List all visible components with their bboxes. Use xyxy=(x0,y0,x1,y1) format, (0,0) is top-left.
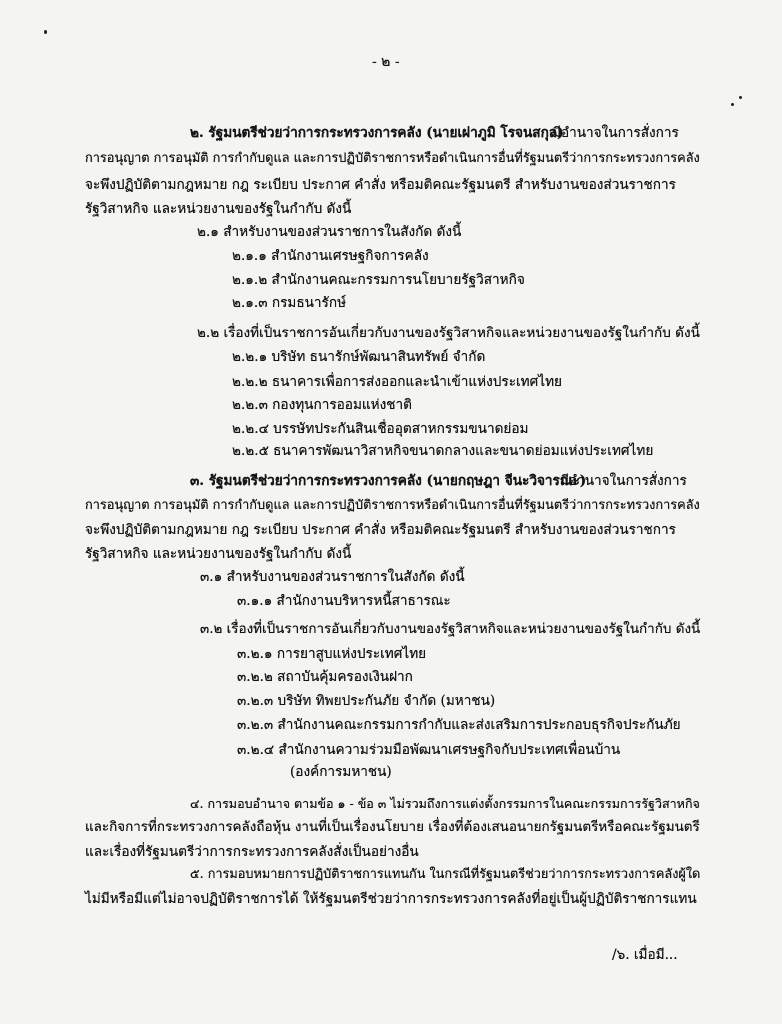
list-item: ๒.๒.๕ ธนาคารพัฒนาวิสาหกิจขนาดกลางและขนาดย่อมแห่งประเทศไทย xyxy=(232,443,654,459)
section-5-line: ไม่มีหรือมีแต่ไม่อาจปฏิบัติราชการได้ ให้รัฐมนตรีช่วยว่าการกระทรวงการคลังที่อยู่เป็นผู้ปฏิบัติราชการแทน xyxy=(85,891,697,907)
page-continuation: /๖. เมื่อมี... xyxy=(612,947,678,963)
section-2-line: รัฐวิสาหกิจ และหน่วยงานของรัฐในกำกับ ดังนี้ xyxy=(85,201,352,217)
section-3-2-title: ๓.๒ เรื่องที่เป็นราชการอันเกี่ยวกับงานของรัฐวิสาหกิจและหน่วยงานของรัฐในกำกับ ดังนี้ xyxy=(200,621,701,637)
list-item: ๓.๒.๓ สำนักงานคณะกรรมการกำกับและส่งเสริมการประกอบธุรกิจประกันภัย xyxy=(237,717,681,733)
section-2-2-title: ๒.๒ เรื่องที่เป็นราชการอันเกี่ยวกับงานของรัฐวิสาหกิจและหน่วยงานของรัฐในกำกับ ดังนี้ xyxy=(197,325,700,341)
section-3-line: รัฐวิสาหกิจ และหน่วยงานของรัฐในกำกับ ดังนี้ xyxy=(85,546,352,562)
list-item: ๒.๑.๒ สำนักงานคณะกรรมการนโยบายรัฐวิสาหกิจ xyxy=(232,272,525,288)
list-item: ๓.๒.๔ สำนักงานความร่วมมือพัฒนาเศรษฐกิจกับประเทศเพื่อนบ้าน xyxy=(237,742,621,758)
section-2-line: มีอำนาจในการสั่งการ xyxy=(552,125,679,141)
list-item: ๒.๒.๑ บริษัท ธนารักษ์พัฒนาสินทรัพย์ จำกัด xyxy=(232,349,486,365)
section-3-1-title: ๓.๑ สำหรับงานของส่วนราชการในสังกัด ดังนี้ xyxy=(200,569,465,585)
section-3-line: จะพึงปฏิบัติตามกฎหมาย กฎ ระเบียบ ประกาศ คำสั่ง หรือมติคณะรัฐมนตรี สำหรับงานของส่วนราชการ xyxy=(85,522,676,538)
list-item: ๒.๑.๑ สำนักงานเศรษฐกิจการคลัง xyxy=(232,248,429,264)
list-item: ๒.๒.๒ ธนาคารเพื่อการส่งออกและนำเข้าแห่งประเทศไทย xyxy=(232,374,563,390)
section-2-line: การอนุญาต การอนุมัติ การกำกับดูแล และการปฏิบัติราชการหรือดำเนินการอื่นที่รัฐมนตรีว่าการกระทรวงการคลัง xyxy=(85,151,700,166)
list-item: ๓.๒.๒ สถาบันคุ้มครองเงินฝาก xyxy=(237,669,413,685)
scan-speck xyxy=(731,103,734,106)
list-item: ๓.๑.๑ สำนักงานบริหารหนี้สาธารณะ xyxy=(237,593,451,609)
section-4-line: และเรื่องที่รัฐมนตรีว่าการกระทรวงการคลังสั่งเป็นอย่างอื่น xyxy=(85,844,419,860)
list-item: ๒.๒.๓ กองทุนการออมแห่งชาติ xyxy=(232,397,412,413)
section-2-line: จะพึงปฏิบัติตามกฎหมาย กฎ ระเบียบ ประกาศ คำสั่ง หรือมติคณะรัฐมนตรี สำหรับงานของส่วนราชการ xyxy=(85,177,676,193)
page-number: - ๒ - xyxy=(372,54,400,70)
scan-speck xyxy=(739,96,742,99)
list-item: ๓.๒.๓ บริษัท ทิพยประกันภัย จำกัด (มหาชน) xyxy=(237,693,496,709)
section-3-line: มีอำนาจในการสั่งการ xyxy=(560,473,687,489)
list-item: ๒.๒.๔ บรรษัทประกันสินเชื่ออุตสาหกรรมขนาดย่อม xyxy=(232,421,529,437)
section-4-line: ๔. การมอบอำนาจ ตามข้อ ๑ - ข้อ ๓ ไม่รวมถึงการแต่งตั้งกรรมการในคณะกรรมการรัฐวิสาหกิจ xyxy=(190,796,700,811)
section-2-1-title: ๒.๑ สำหรับงานของส่วนราชการในสังกัด ดังนี้ xyxy=(197,224,462,240)
list-item: ๒.๑.๓ กรมธนารักษ์ xyxy=(232,295,347,311)
list-item-continuation: (องค์การมหาชน) xyxy=(290,764,392,780)
section-3-heading: ๓. รัฐมนตรีช่วยว่าการกระทรวงการคลัง (นายกฤษฎา จีนะวิจารณะ) xyxy=(190,473,587,489)
section-3-line: การอนุญาต การอนุมัติ การกำกับดูแล และการปฏิบัติราชการหรือดำเนินการอื่นที่รัฐมนตรีว่าการกระทรวงการคลัง xyxy=(85,498,700,513)
scan-speck xyxy=(44,30,47,34)
section-5-line: ๕. การมอบหมายการปฏิบัติราชการแทนกัน ในกรณีที่รัฐมนตรีช่วยว่าการกระทรวงการคลังผู้ใด xyxy=(190,867,701,882)
section-2-heading: ๒. รัฐมนตรีช่วยว่าการกระทรวงการคลัง (นายเผ่าภูมิ โรจนสกุล) xyxy=(190,125,564,141)
list-item: ๓.๒.๑ การยาสูบแห่งประเทศไทย xyxy=(237,646,427,662)
section-4-line: และกิจการที่กระทรวงการคลังถือหุ้น งานที่เป็นเรื่องนโยบาย เรื่องที่ต้องเสนอนายกรัฐมนตรีหรือคณะรัฐมนตรี xyxy=(85,820,700,835)
